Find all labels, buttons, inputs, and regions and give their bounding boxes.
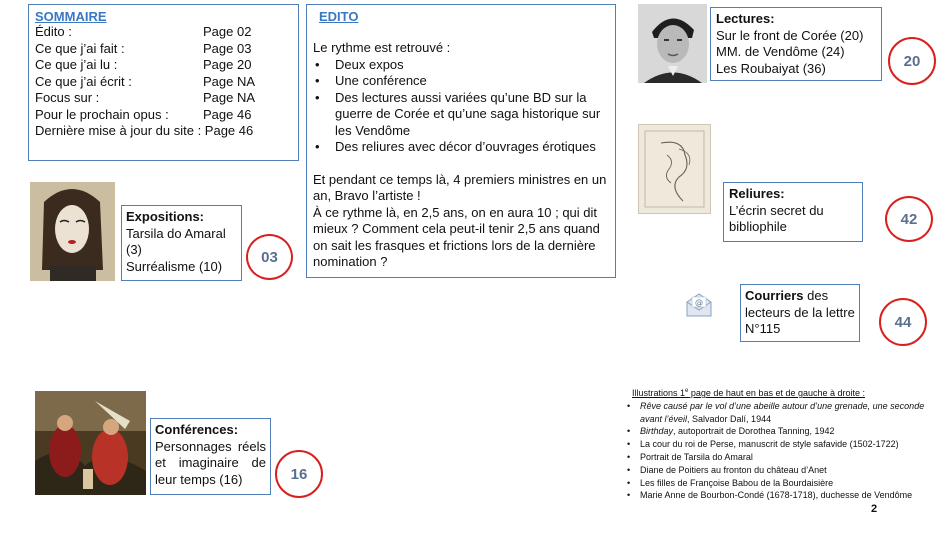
illustration-item: • Diane de Poitiers au fronton du château d’Anet bbox=[626, 464, 944, 477]
edito-bullet: • Des lectures aussi variées qu’une BD sur la guerre de Corée et qu’une saga historique sur les Vendôme bbox=[313, 90, 609, 140]
edito-title: EDITO bbox=[319, 9, 359, 24]
sommaire-last-update: Dernière mise à jour du site : Page 46 bbox=[35, 123, 254, 138]
lectures-line: Sur le front de Corée (20) bbox=[716, 27, 864, 43]
reliures-page-badge[interactable]: 42 bbox=[885, 196, 933, 242]
illustration-item: • Marie Anne de Bourbon-Condé (1678-1718), duchesse de Vendôme bbox=[626, 489, 944, 502]
edito-bullets bbox=[313, 57, 609, 156]
lectures-line: MM. de Vendôme (24) bbox=[716, 44, 845, 59]
page-number: 2 bbox=[871, 503, 878, 515]
lectures-page-badge[interactable]: 20 bbox=[888, 37, 936, 85]
svg-text:@: @ bbox=[695, 298, 703, 307]
courriers-title: Courriers bbox=[745, 288, 804, 303]
sommaire-row: Focus sur : Page NA bbox=[35, 90, 256, 105]
illustration-item: • La cour du roi de Perse, manuscrit de style safavide (1502-1722) bbox=[626, 438, 944, 451]
illustration-item: • Birthday, autoportrait de Dorothea Tanning, 1942 bbox=[626, 425, 944, 438]
reliures-title: Reliures: bbox=[729, 186, 785, 201]
conferences-title: Conférences: bbox=[155, 422, 239, 437]
sommaire-row: Pour le prochain opus : Page 46 bbox=[35, 106, 252, 122]
reliures-box bbox=[723, 182, 863, 242]
sommaire-row: Ce que j’ai lu : Page 20 bbox=[35, 57, 252, 72]
courriers-box bbox=[740, 284, 860, 342]
courriers-page-badge[interactable]: 44 bbox=[879, 298, 927, 346]
expositions-line: Tarsila do Amaral (3) bbox=[126, 225, 226, 257]
edito-paragraph-2: À ce rythme là, en 2,5 ans, on en aura 10 ; qui dit mieux ? Comment cela peut-il tenir 2,5 ans quand on sait les frasques et frictions lors de la dernière nomination ? bbox=[313, 204, 600, 269]
reliure-drawing-image bbox=[638, 124, 711, 214]
conferences-text: Personnages réels et imaginaire de leur temps (16) bbox=[155, 438, 266, 487]
lectures-box bbox=[710, 7, 882, 81]
conferences-page-badge[interactable]: 16 bbox=[275, 450, 323, 498]
lectures-line: Les Roubaiyat (36) bbox=[716, 60, 826, 76]
sommaire-list bbox=[35, 24, 292, 140]
reliures-text: L’écrin secret du bibliophile bbox=[729, 202, 824, 234]
sommaire-row: Ce que j’ai écrit : Page NA bbox=[35, 73, 256, 89]
courriers-desc: des lecteurs de la lettre N°115 bbox=[745, 288, 855, 336]
edito-box bbox=[306, 4, 616, 278]
illustration-item: • Les filles de Françoise Babou de la Bourdaisière bbox=[626, 477, 944, 490]
lectures-title: Lectures: bbox=[716, 11, 775, 26]
edito-intro: Le rythme est retrouvé : bbox=[313, 40, 451, 55]
portrait-photo-image bbox=[638, 4, 707, 83]
edito-body bbox=[313, 40, 609, 271]
edito-bullet: • Une conférence bbox=[313, 73, 609, 90]
expositions-line: Surréalisme (10) bbox=[126, 258, 223, 274]
mail-icon bbox=[684, 290, 714, 320]
conferences-box bbox=[150, 418, 271, 495]
portrait-tarsila-image bbox=[30, 182, 115, 281]
sommaire-box bbox=[28, 4, 299, 161]
edito-bullet: • Des reliures avec décor d’ouvrages érotiques bbox=[313, 139, 609, 156]
illustration-item: • Portrait de Tarsila do Amaral bbox=[626, 451, 944, 464]
illustrations-credits bbox=[626, 385, 944, 502]
courriers-text bbox=[745, 288, 855, 338]
sommaire-row: Édito : Page 02 bbox=[35, 24, 252, 39]
expositions-title: Expositions: bbox=[126, 209, 205, 224]
illustrations-list bbox=[626, 400, 944, 502]
expositions-page-badge[interactable]: 03 bbox=[246, 234, 293, 280]
edito-bullet: • Deux expos bbox=[313, 57, 609, 74]
expositions-box bbox=[121, 205, 242, 281]
sommaire-row: Ce que j’ai fait : Page 03 bbox=[35, 40, 252, 56]
edito-paragraph-1: Et pendant ce temps là, 4 premiers ministres en un an, Bravo l’artiste ! bbox=[313, 171, 607, 203]
illustration-item: • Rêve causé par le vol d’une abeille autour d’une grenade, une seconde avant l’éveil, Salvador Dalí, 1944 bbox=[626, 400, 944, 426]
sommaire-title: SOMMAIRE bbox=[35, 9, 107, 24]
painting-conference-image bbox=[35, 391, 146, 495]
illustrations-heading: Illustrations 1e page de haut en bas et de gauche à droite : bbox=[632, 388, 866, 398]
